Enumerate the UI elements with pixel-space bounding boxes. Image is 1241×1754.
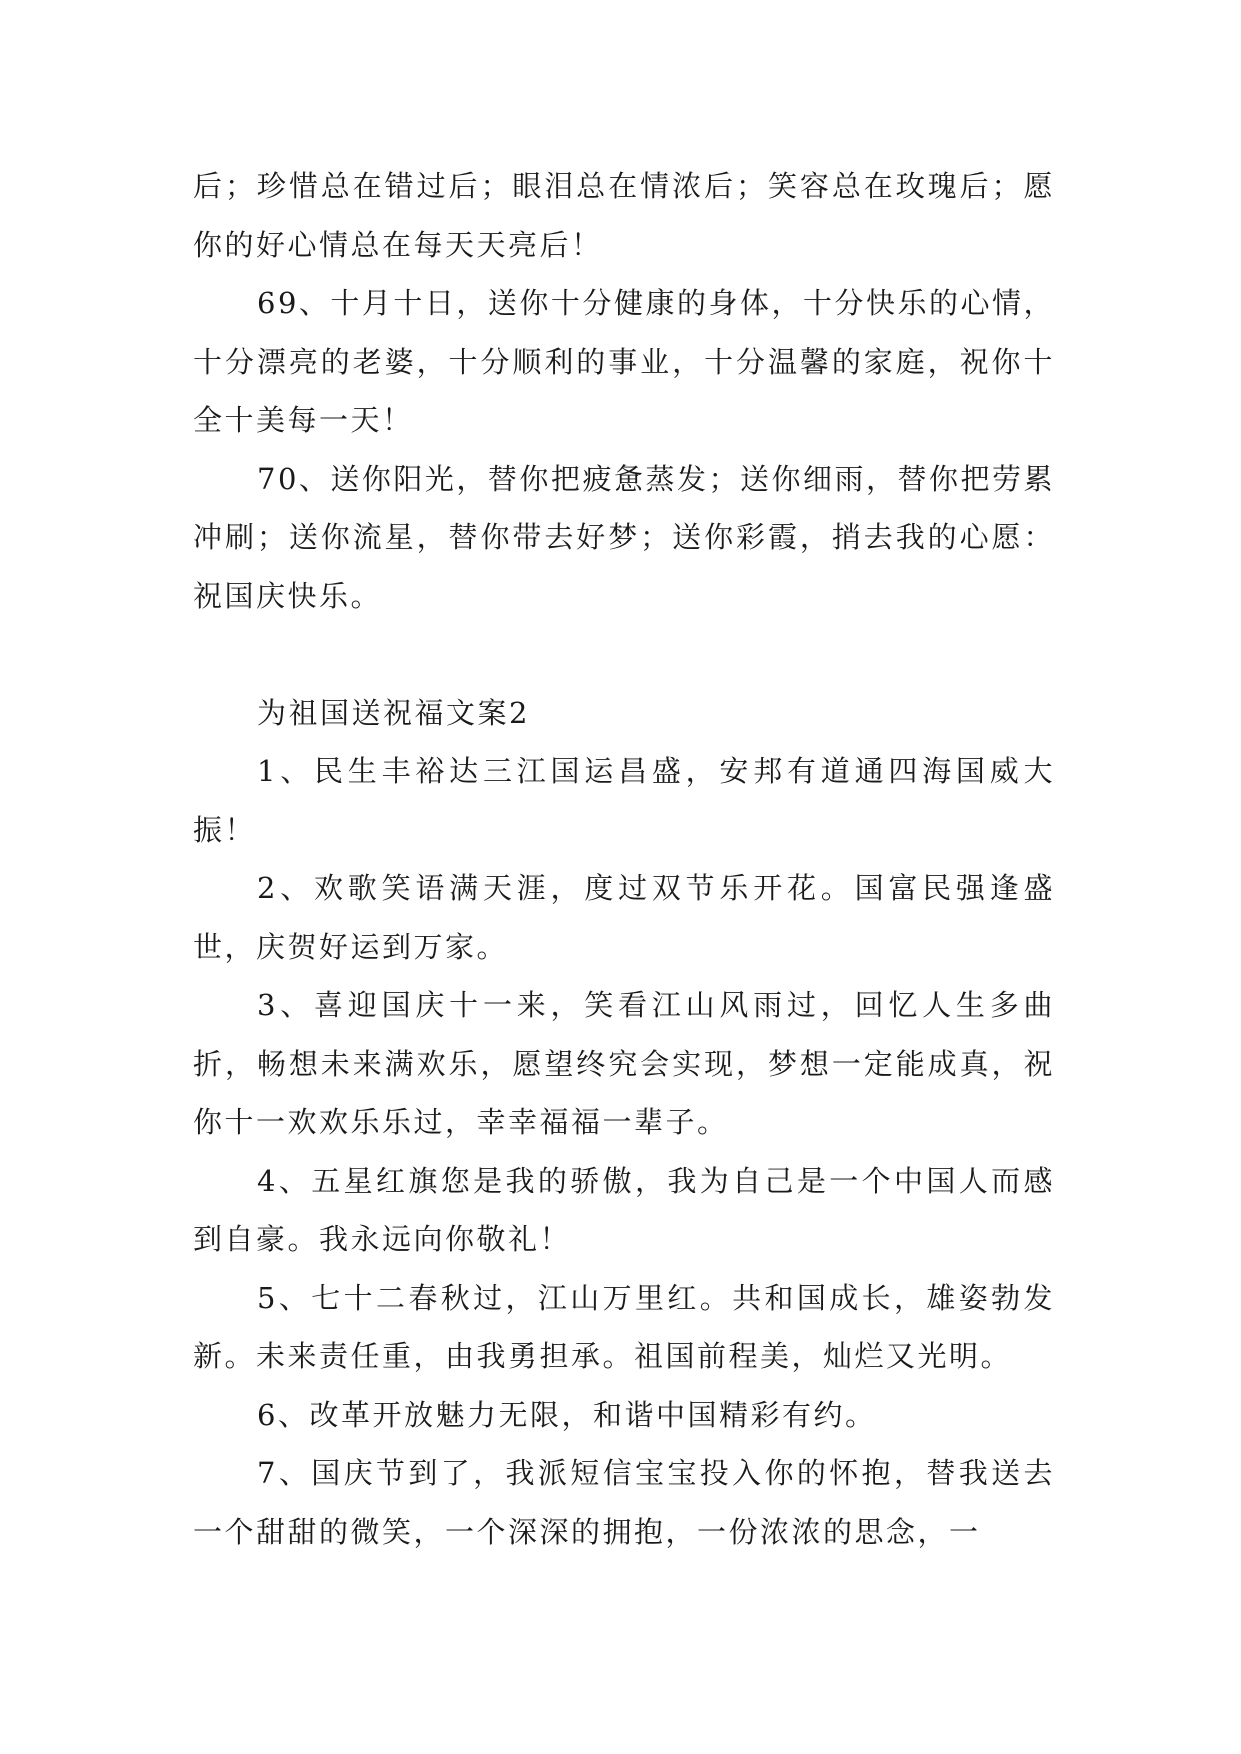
paragraph-item-7: 7、国庆节到了，我派短信宝宝投入你的怀抱，替我送去一个甜甜的微笑，一个深深的拥抱，一份浓浓的思念，一	[193, 1456, 1055, 1549]
paragraph-item-69: 69、十月十日，送你十分健康的身体，十分快乐的心情，十分漂亮的老婆，十分顺利的事业，十分温馨的家庭，祝你十全十美每一天！	[193, 286, 1055, 437]
paragraph-item-70: 70、送你阳光，替你把疲惫蒸发；送你细雨，替你把劳累冲刷；送你流星，替你带去好梦；送你彩霞，捎去我的心愿：祝国庆快乐。	[193, 461, 1055, 613]
paragraph-item-4: 4、五星红旗您是我的骄傲，我为自己是一个中国人而感到自豪。我永远向你敬礼！	[193, 1163, 1055, 1256]
document-body	[193, 157, 1055, 1561]
paragraph-continuation: 后；珍惜总在错过后；眼泪总在情浓后；笑容总在玫瑰后；愿你的好心情总在每天天亮后！	[193, 169, 1055, 262]
paragraph-item-5: 5、七十二春秋过，江山万里红。共和国成长，雄姿勃发新。未来责任重，由我勇担承。祖国前程美，灿烂又光明。	[193, 1280, 1055, 1373]
paragraph-item-3: 3、喜迎国庆十一来，笑看江山风雨过，回忆人生多曲折，畅想未来满欢乐，愿望终究会实现，梦想一定能成真，祝你十一欢欢乐乐过，幸幸福福一辈子。	[193, 988, 1055, 1139]
section-heading: 为祖国送祝福文案2	[257, 695, 530, 730]
paragraph-item-2: 2、欢歌笑语满天涯，度过双节乐开花。国富民强逢盛世，庆贺好运到万家。	[193, 871, 1055, 964]
paragraph-item-1: 1、民生丰裕达三江国运昌盛，安邦有道通四海国威大振！	[193, 754, 1055, 847]
paragraph-item-6: 6、改革开放魅力无限，和谐中国精彩有约。	[257, 1397, 877, 1432]
